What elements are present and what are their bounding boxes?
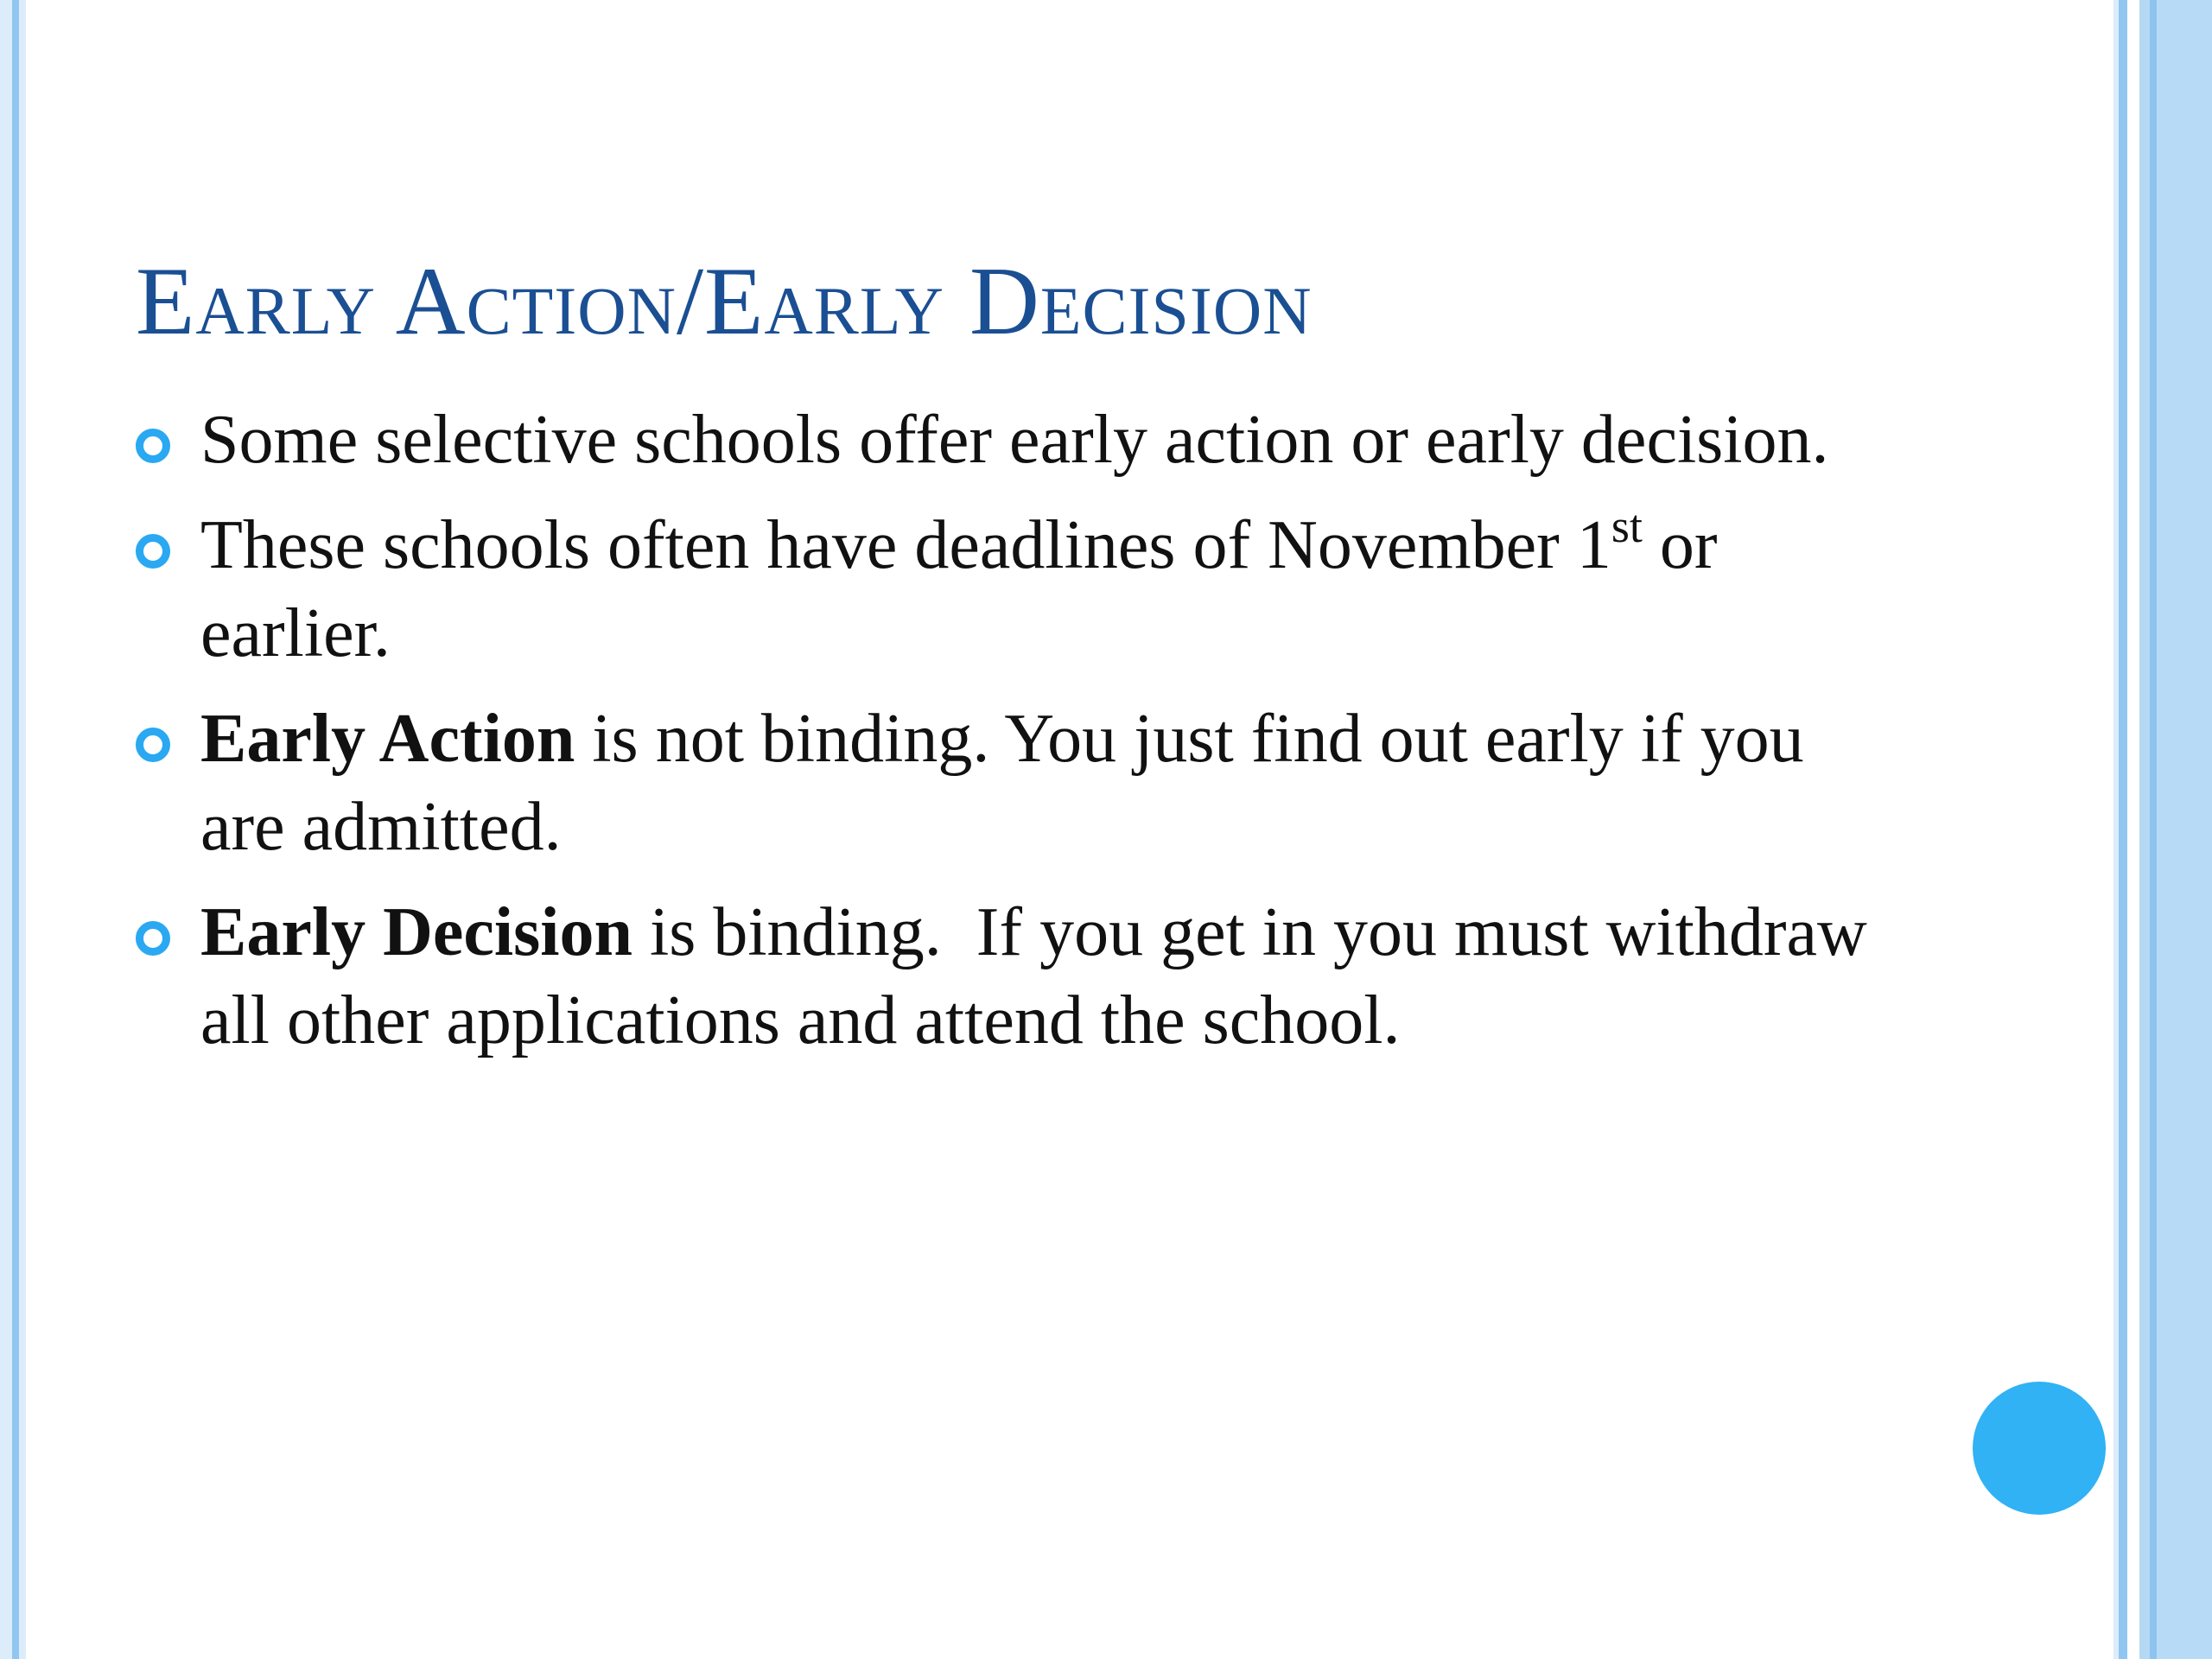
bullet-item <box>134 501 1897 677</box>
bullet-item <box>134 396 1897 484</box>
slide-title: Early Action/Early Decision <box>136 248 1313 355</box>
bullet-list <box>134 396 1897 1082</box>
bullet-text: is not binding. You just find out early if you are admitted. <box>200 701 1804 865</box>
bullet-text: or earlier. <box>200 507 1718 671</box>
bullet-item <box>134 888 1897 1065</box>
ring-bullet-icon <box>136 534 170 569</box>
bullet-text: is binding. If you get in you must withdraw all other applications and attend the school. <box>200 894 1885 1058</box>
left-border-stripe <box>12 0 19 1659</box>
ring-bullet-icon <box>136 921 170 956</box>
ordinal-suffix: st <box>1611 500 1643 552</box>
right-border-stripe <box>2150 0 2157 1659</box>
left-border-stripe <box>19 0 26 1659</box>
bullet-term: Early Action <box>200 701 575 777</box>
bullet-item <box>134 695 1897 871</box>
bullet-term: Early Decision <box>200 894 632 970</box>
ring-bullet-icon <box>136 728 170 762</box>
left-border-stripe <box>0 0 12 1659</box>
circle-decoration <box>1973 1382 2106 1515</box>
right-border-stripe <box>2157 0 2212 1659</box>
right-border-stripe <box>2119 0 2127 1659</box>
right-border-stripe <box>2127 0 2139 1659</box>
bullet-text: Some selective schools offer early action or early decision. <box>200 402 1829 478</box>
ring-bullet-icon <box>136 429 170 463</box>
right-border-stripe <box>2139 0 2150 1659</box>
bullet-text: These schools often have deadlines of November 1 <box>200 507 1611 583</box>
